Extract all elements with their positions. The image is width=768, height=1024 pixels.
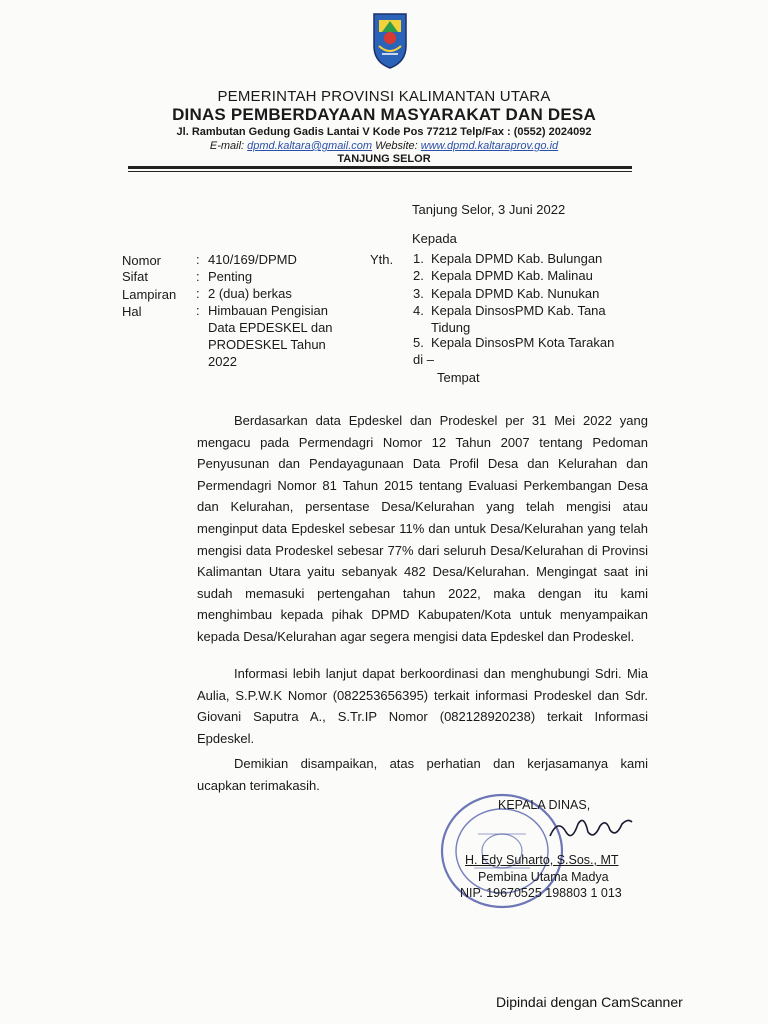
to-label: Kepada	[412, 231, 457, 246]
letterhead-address: Jl. Rambutan Gedung Gadis Lantai V Kode Pos 77212 Telp/Fax : (0552) 2024092	[176, 126, 592, 138]
di-label: di –	[413, 352, 434, 367]
meta-value-hal: Himbauan Pengisian	[208, 303, 328, 318]
recipient-item	[413, 334, 638, 351]
recipient-text: Kepala DinsosPM Kota Tarakan	[431, 335, 615, 350]
meta-value-nomor: 410/169/DPMD	[208, 252, 297, 267]
recipient-text: Kepala DPMD Kab. Malinau	[431, 268, 593, 283]
signature-scribble-icon	[548, 812, 634, 846]
body-paragraph-2: Informasi lebih lanjut dapat berkoordinasi dan menghubungi Sdri. Mia Aulia, S.P.W.K Nomor (082253656395) terkait informasi Prodeskel dan Sdr. Giovani Saputra A., S.Tr.IP Nomor (082128920238) terkait Informasi Epdeskel.	[197, 666, 648, 746]
recipient-item	[413, 267, 638, 284]
letterhead-government: PEMERINTAH PROVINSI KALIMANTAN UTARA	[217, 88, 551, 105]
signatory-rank: Pembina Utama Madya	[478, 870, 609, 884]
recipient-num: 3.	[413, 286, 424, 301]
recipient-text: Kepala DPMD Kab. Bulungan	[431, 251, 603, 266]
meta-colon: :	[196, 269, 200, 284]
recipient-num: 5.	[413, 335, 424, 350]
yth-label: Yth.	[370, 252, 394, 267]
meta-label-nomor: Nomor	[122, 253, 162, 268]
meta-colon: :	[196, 286, 200, 301]
meta-colon: :	[196, 303, 200, 318]
scanner-watermark: Dipindai dengan CamScanner	[496, 994, 683, 1010]
recipient-text: Kepala DPMD Kab. Nunukan	[431, 286, 600, 301]
meta-label-sifat: Sifat	[122, 269, 149, 284]
recipient-num: 4.	[413, 303, 424, 318]
place-date: Tanjung Selor, 3 Juni 2022	[412, 202, 566, 217]
meta-value-sifat: Penting	[208, 269, 253, 284]
website-label: Website:	[375, 140, 418, 152]
signatory-nip: NIP. 19670525 198803 1 013	[460, 886, 622, 900]
letterhead-city: TANJUNG SELOR	[337, 153, 431, 165]
subject-line-4: 2022	[208, 354, 237, 369]
recipient-item	[413, 285, 638, 302]
subject-line-3: PRODESKEL Tahun	[208, 337, 326, 352]
recipient-text: Kepala DinsosPMD Kab. Tana Tidung	[431, 303, 606, 335]
website-link[interactable]: www.dpmd.kaltaraprov.go.id	[420, 140, 559, 152]
subject-line-2: Data EPDESKEL dan	[208, 320, 333, 335]
letterhead-divider-thin	[128, 171, 632, 172]
recipient-item	[413, 250, 638, 267]
recipient-num: 1.	[413, 251, 424, 266]
recipient-item	[413, 302, 638, 336]
meta-label-hal: Hal	[122, 304, 142, 319]
meta-colon: :	[196, 252, 200, 267]
email-link[interactable]: dpmd.kaltara@gmail.com	[247, 140, 373, 152]
letterhead-agency: DINAS PEMBERDAYAAN MASYARAKAT DAN DESA	[172, 105, 596, 124]
meta-value-lampiran: 2 (dua) berkas	[208, 286, 292, 301]
province-emblem-logo	[370, 12, 410, 70]
signature-title: KEPALA DINAS,	[498, 798, 591, 812]
recipient-num: 2.	[413, 268, 424, 283]
email-label: E-mail:	[209, 140, 245, 152]
letterhead-divider	[128, 166, 632, 169]
meta-label-lampiran: Lampiran	[122, 287, 177, 302]
signatory-name: H. Edy Suharto, S.Sos., MT	[465, 853, 619, 867]
letterhead-contact	[0, 140, 768, 152]
body-paragraph-3: Demikian disampaikan, atas perhatian dan kerjasamanya kami ucapkan terimakasih.	[197, 756, 648, 793]
body-paragraph-1: Berdasarkan data Epdeskel dan Prodeskel per 31 Mei 2022 yang mengacu pada Permendagri Nomor 12 Tahun 2007 tentang Pedoman Penyusunan dan Pendayagunaan Data Profil Desa dan Kelurahan dan Permendagri Nomor 81 Tahun 2015 tentang Evaluasi Perkembangan Desa dan Kelurahan, persentase Desa/Kelurahan yang telah mengisi atau menginput data Epdeskel sebesar 11% dan untuk Desa/Kelurahan yang telah mengisi data Prodeskel sebesar 77% dari seluruh Desa/Kelurahan di Provinsi Kalimantan Utara yaitu sebanyak 482 Desa/Kelurahan. Mengingat saat ini sudah memasuki pertengahan tahun 2022, maka dengan itu kami menghimbau kepada pihak DPMD Kabupaten/Kota untuk menyampaikan kepada Desa/Kelurahan agar segera mengisi data Epdeskel dan Prodeskel.	[197, 413, 648, 644]
tempat-label: Tempat	[437, 370, 480, 385]
